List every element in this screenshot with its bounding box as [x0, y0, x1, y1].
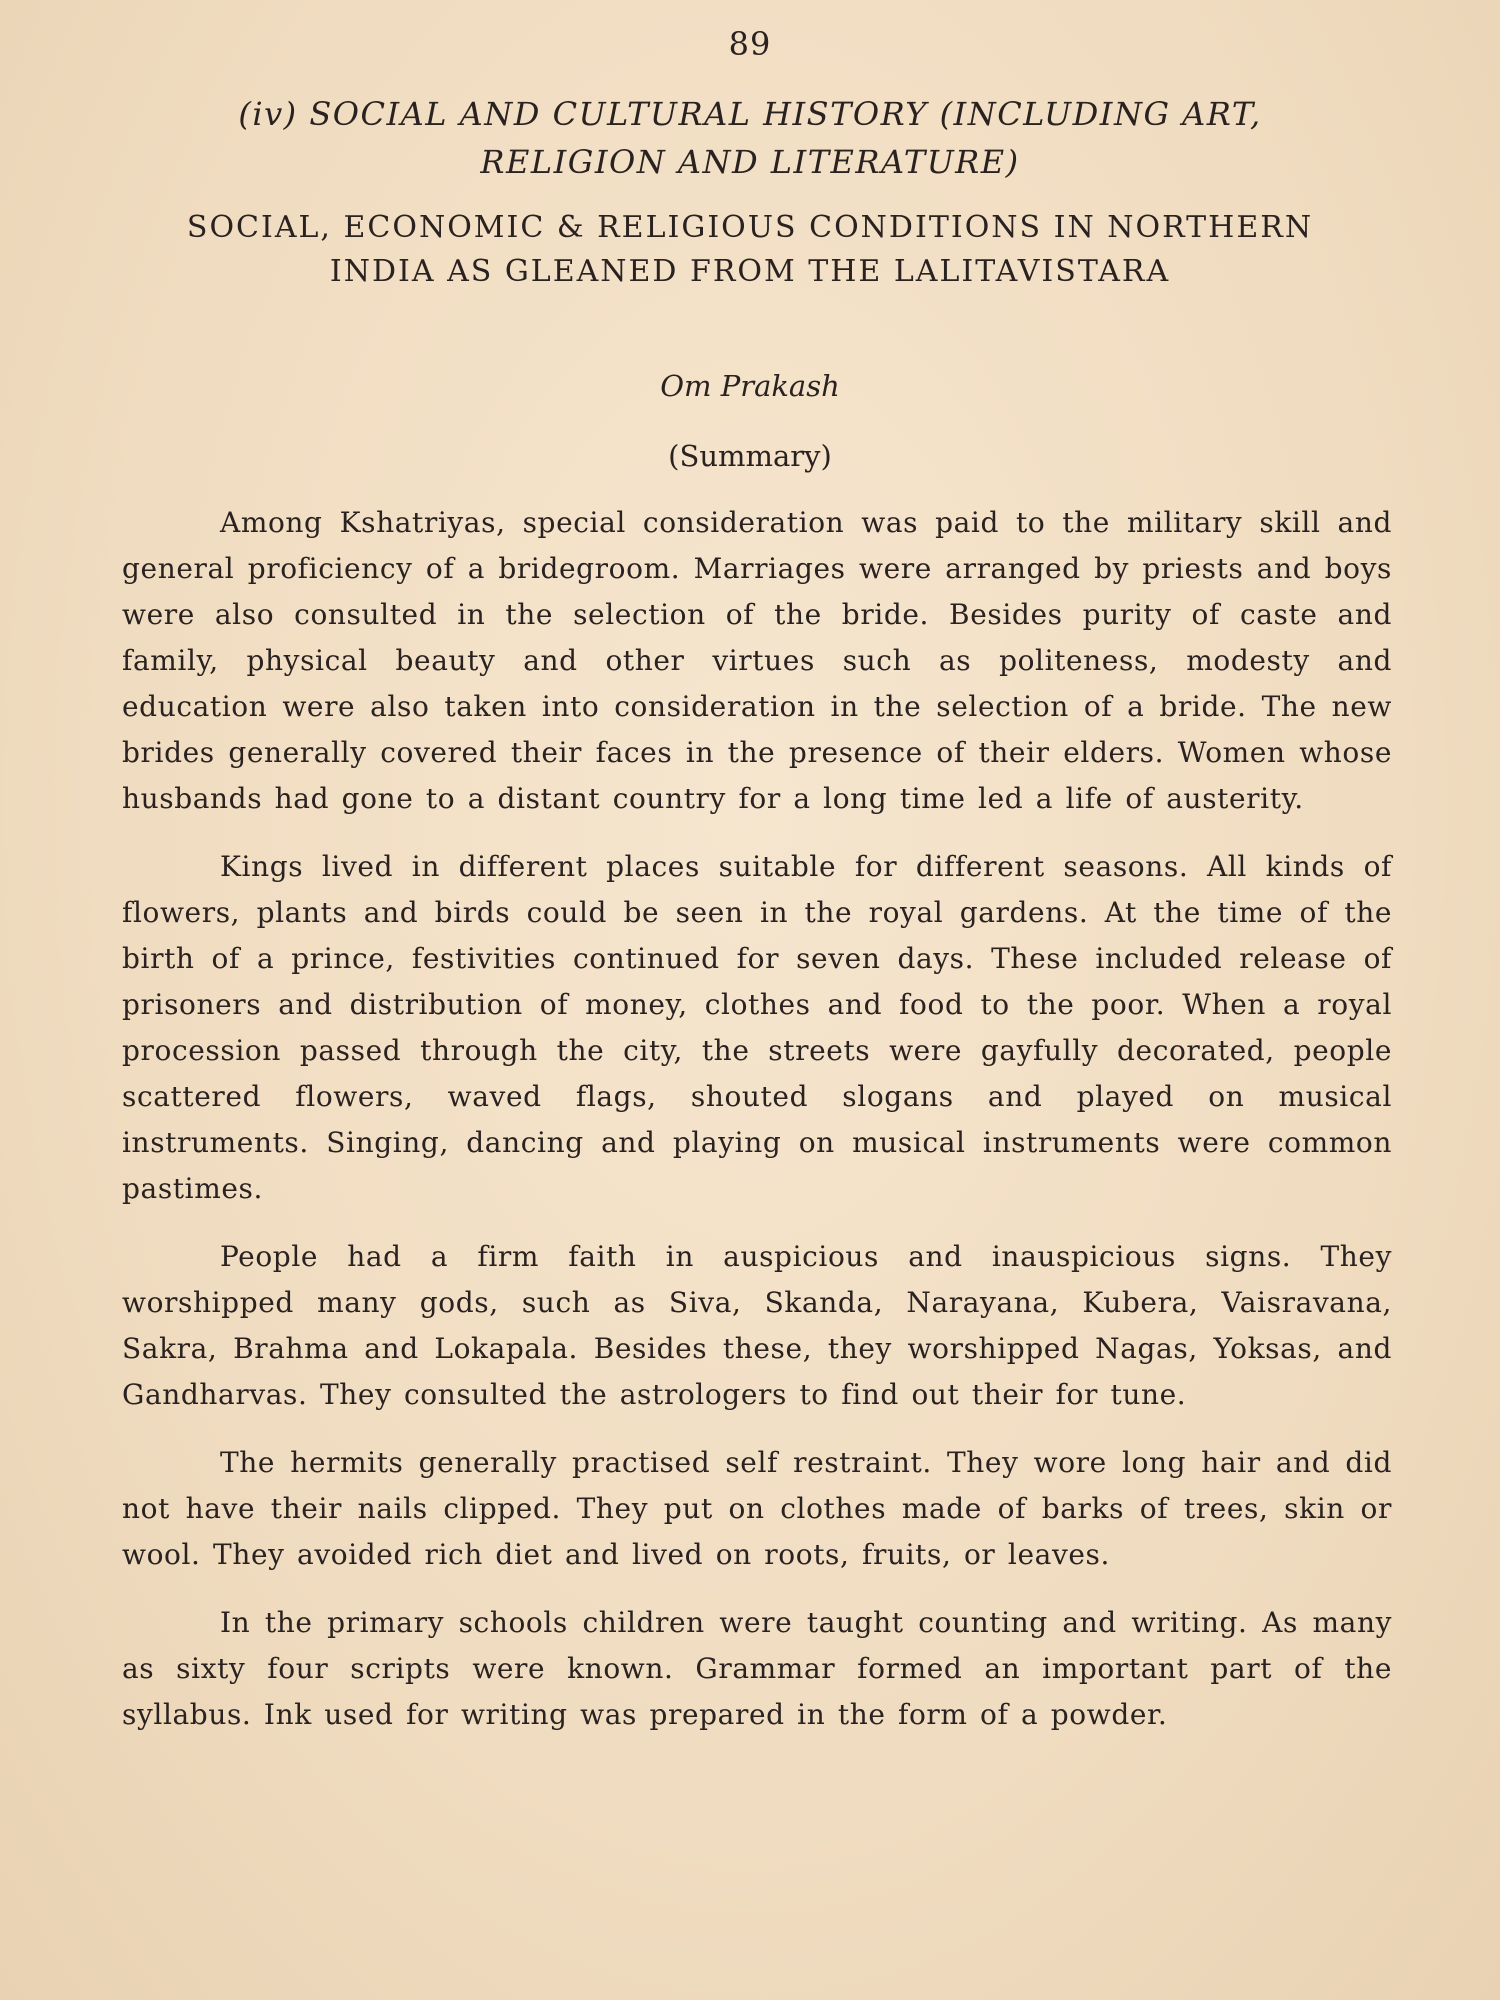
summary-label: (Summary): [668, 439, 832, 473]
paragraph-education: In the primary schools children were taught counting and writing. As many as sixty four scripts were known. Grammar formed an important part of the syllabus. Ink used for writing was prepared in the form of a powder.: [122, 1606, 1392, 1731]
paragraph-marriage: Among Kshatriyas, special consideration was paid to the military skill and general proficiency of a bridegroom. Marriages were arranged by priests and boys were also consulted in the selection of the bride. Besides purity of caste and family, physical beauty and other virtues such as politeness, modesty and education were also taken into consideration in the selection of a bride. The new brides generally covered their faces in the presence of their elders. Women whose husbands had gone to a distant country for a long time led a life of austerity.: [122, 506, 1392, 815]
paragraph-kings: Kings lived in different places suitable for different seasons. All kinds of flowers, plants and birds could be seen in the royal gardens. At the time of the birth of a prince, festivities continued for seven days. These included release of prisoners and distribution of money, clothes and food to the poor. When a royal procession passed through the city, the streets were gayfully decorated, people scattered flowers, waved flags, shouted slogans and played on musical instruments. Singing, dancing and playing on musical instruments were common pastimes.: [122, 850, 1392, 1205]
body-text: [122, 500, 1392, 1760]
paragraph-hermits: The hermits generally practised self restraint. They wore long hair and did not have their nails clipped. They put on clothes made of barks of trees, skin or wool. They avoided rich diet and lived on roots, fruits, or leaves.: [122, 1446, 1392, 1571]
page-number: 89: [728, 25, 772, 63]
author-name: Om Prakash: [660, 369, 840, 403]
section-heading: (iv) SOCIAL AND CULTURAL HISTORY (INCLUDING ART, RELIGION AND LITERATURE): [238, 95, 1262, 181]
paragraph-religion: People had a firm faith in auspicious and inauspicious signs. They worshipped many gods, such as Siva, Skanda, Narayana, Kubera, Vaisravana, Sakra, Brahma and Lokapala. Besides these, they worshipped Nagas, Yoksas, and Gandharvas. They consulted the astrologers to find out their for tune.: [122, 1240, 1392, 1411]
article-title: SOCIAL, ECONOMIC & RELIGIOUS CONDITIONS IN NORTHERN INDIA AS GLEANED FROM THE LALITAVISTARA: [186, 210, 1314, 289]
